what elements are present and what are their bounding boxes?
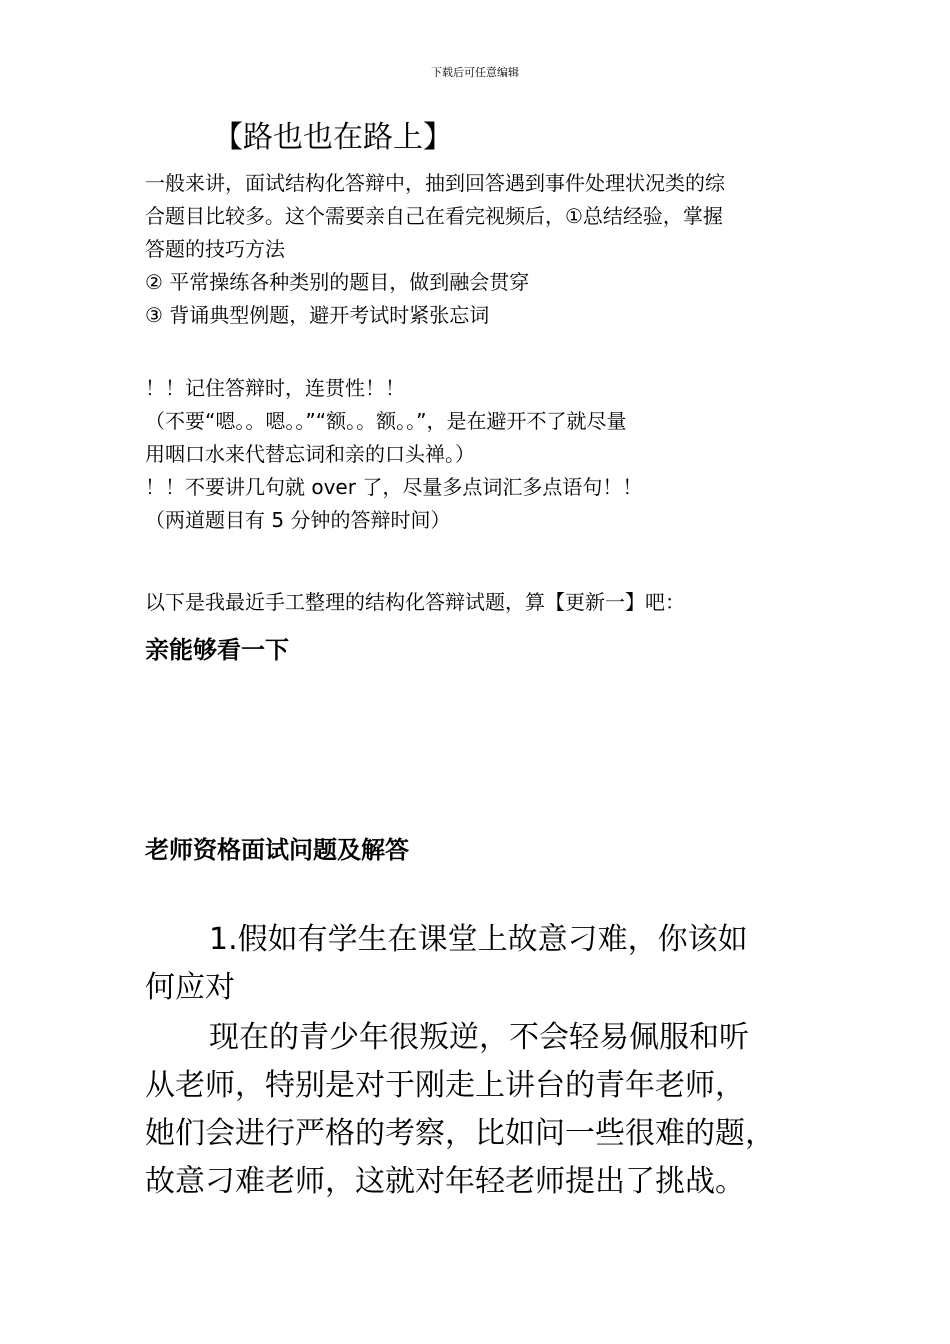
intro-paragraph [145,167,805,332]
note-line: ！！不要讲几句就 over 了，尽量多点词汇多点语句！！ [145,475,643,499]
note-line: （不要“嗯。。嗯。。”“额。。额。。”，是在避开不了就尽量 [145,409,627,433]
note-line: （两道题目有 5 分钟的答辩时间） [145,508,451,532]
note-line: ！！记住答辩时，连贯性！！ [145,376,405,400]
note-line: 用咽口水来代替忘词和亲的口头禅。） [145,442,475,466]
look-heading: 亲能够看一下 [145,636,289,664]
page-header: 下载后可任意编辑 [431,66,519,79]
question-line: 1.假如有学生在课堂上故意刁难，你该如 [209,922,748,957]
answer-line: 现在的青少年很叛逆，不会轻易佩服和听 [209,1020,749,1055]
answer-line: 故意刁难老师，这就对年轻老师提出了挑战。 [145,1164,745,1199]
intro-line: 合题目比较多。这个需要亲自己在看完视频后，①总结经验，掌握 [145,204,723,228]
section-title: 老师资格面试问题及解答 [145,836,409,864]
intro-line: ② 平常操练各种类别的题目，做到融会贯穿 [145,270,530,294]
document-title: 【路也也在路上】 [213,120,453,155]
intro-line: ③ 背诵典型例题，避开考试时紧张忘词 [145,303,490,327]
intro-line: 答题的技巧方法 [145,237,285,261]
intro-line: 一般来讲，面试结构化答辩中，抽到回答遇到事件处理状况类的综 [145,171,725,195]
notes-paragraph [145,372,805,537]
question-paragraph [145,916,805,1012]
answer-paragraph [145,1014,805,1206]
update-line: 以下是我最近手工整理的结构化答辩试题，算【更新一】吧： [145,590,685,614]
answer-line: 她们会进行严格的考察，比如问一些很难的题， [145,1116,775,1151]
answer-line: 从老师，特别是对于刚走上讲台的青年老师， [145,1068,745,1103]
question-line: 何应对 [145,970,235,1005]
